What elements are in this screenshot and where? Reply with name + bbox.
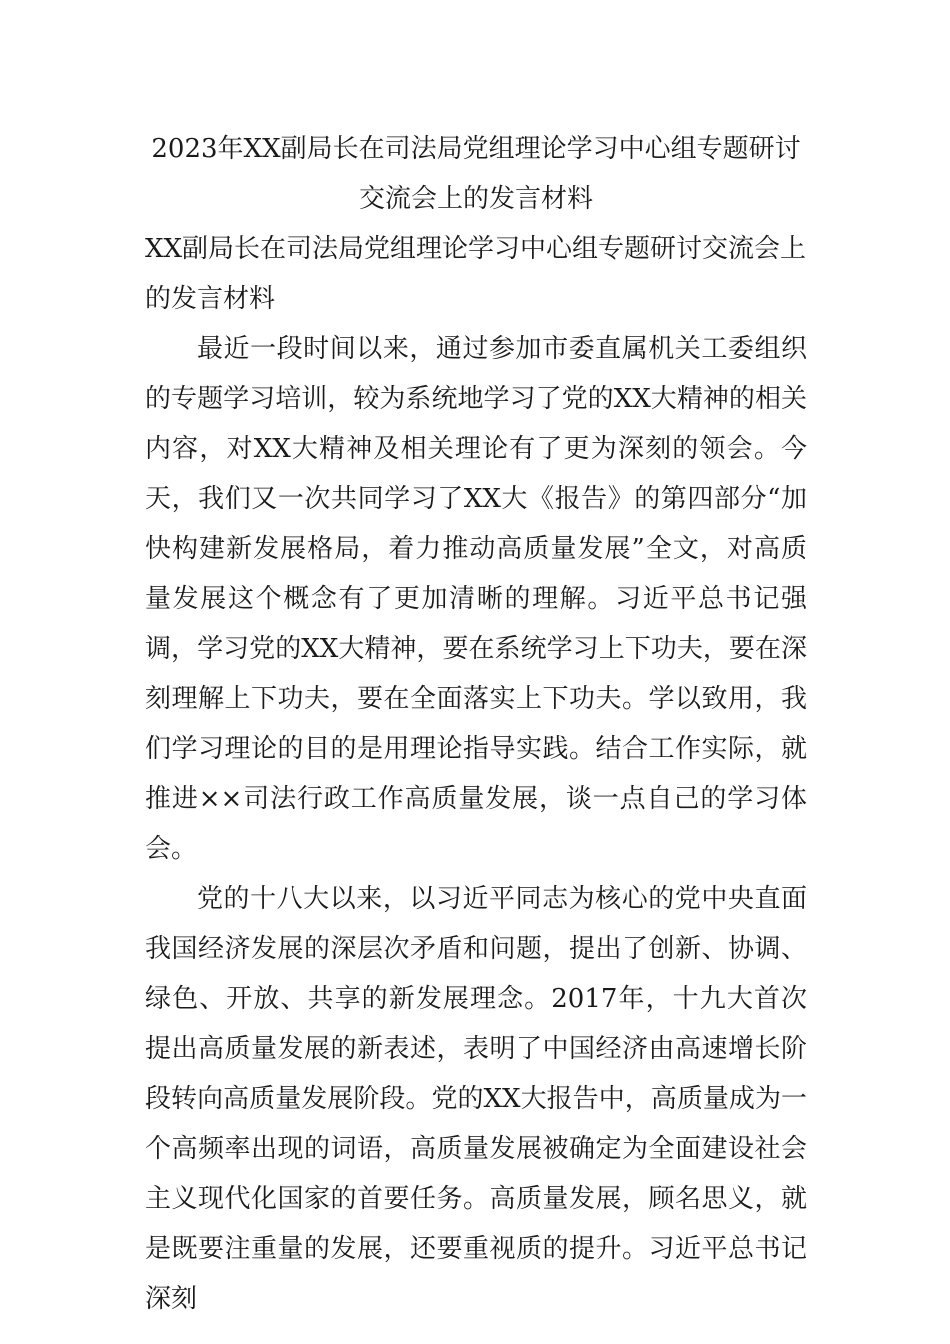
document-title: 2023年XX副局长在司法局党组理论学习中心组专题研讨交流会上的发言材料	[151, 134, 801, 214]
document-body	[145, 124, 807, 1324]
document-subtitle: XX副局长在司法局党组理论学习中心组专题研讨交流会上的发言材料	[145, 234, 807, 314]
paragraph-1: 最近一段时间以来，通过参加市委直属机关工委组织的专题学习培训，较为系统地学习了党的XX大精神的相关内容，对XX大精神及相关理论有了更为深刻的领会。今天，我们又一次共同学习了XX大《报告》的第四部分“加快构建新发展格局，着力推动高质量发展”全文，对高质量发展这个概念有了更加清晰的理解。习近平总书记强调，学习党的XX大精神，要在系统学习上下功夫，要在深刻理解上下功夫，要在全面落实上下功夫。学以致用，我们学习理论的目的是用理论指导实践。结合工作实际，就推进××司法行政工作高质量发展，谈一点自己的学习体会。	[145, 334, 807, 864]
paragraph-2: 党的十八大以来，以习近平同志为核心的党中央直面我国经济发展的深层次矛盾和问题，提出了创新、协调、绿色、开放、共享的新发展理念。2017年，十九大首次提出高质量发展的新表述，表明了中国经济由高速增长阶段转向高质量发展阶段。党的XX大报告中，高质量成为一个高频率出现的词语，高质量发展被确定为全面建设社会主义现代化国家的首要任务。高质量发展，顾名思义，就是既要注重量的发展，还要重视质的提升。习近平总书记深刻	[145, 884, 807, 1314]
